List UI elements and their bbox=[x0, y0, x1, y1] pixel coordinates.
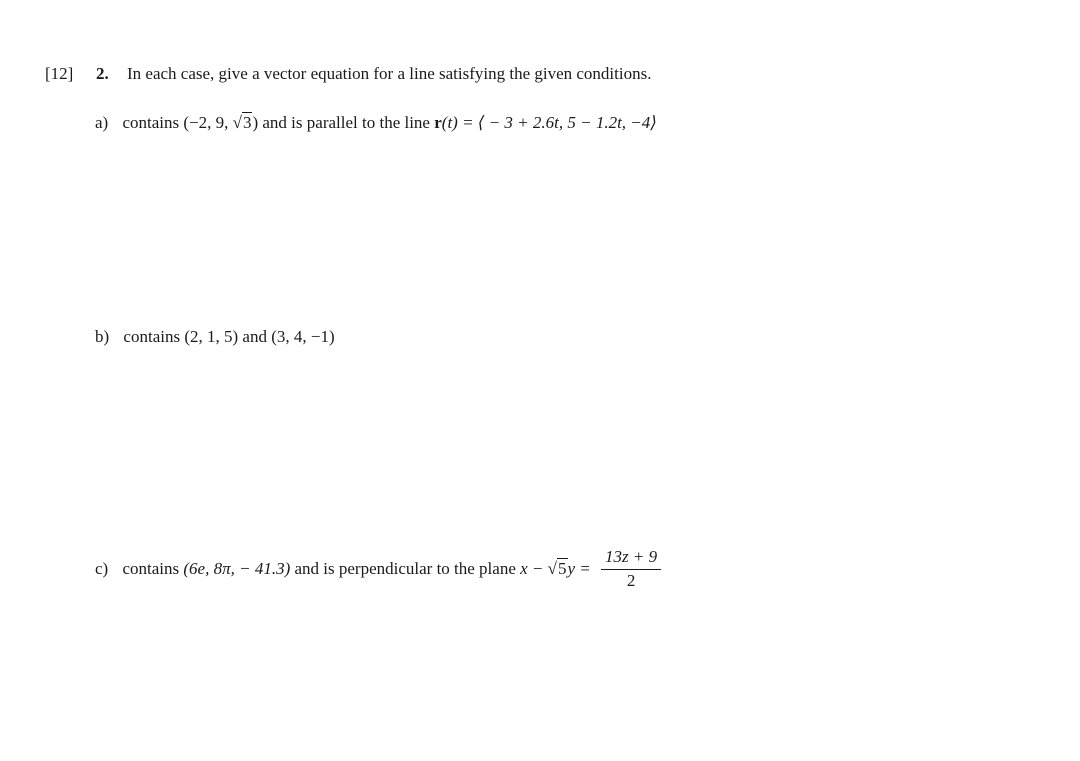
part-a-vector-rhs: = ⟨ − 3 + 2.6t, 5 − 1.2t, −4⟩ bbox=[457, 113, 657, 132]
part-c-point: (6e, 8π, − 41.3) bbox=[183, 558, 291, 578]
part-c-lhs-b: y = bbox=[567, 558, 591, 578]
part-c-sqrt bbox=[548, 559, 568, 579]
part-a-sqrt-symbol: √ bbox=[232, 113, 242, 132]
part-a-sqrt bbox=[233, 113, 253, 133]
part-a-label: a) bbox=[95, 113, 109, 132]
part-b-text-middle: and bbox=[242, 327, 267, 346]
part-b-label: b) bbox=[95, 327, 110, 346]
part-c-sqrt-symbol: √ bbox=[547, 558, 557, 578]
part-c-fraction-numerator: 13z + 9 bbox=[601, 548, 661, 570]
part-c-fraction-denominator: 2 bbox=[626, 571, 636, 590]
problem-number: 2. bbox=[96, 64, 109, 83]
part-c-text-before: contains bbox=[122, 558, 180, 578]
part-b-point-1: (2, 1, 5) bbox=[184, 327, 239, 346]
part-b-text-before: contains bbox=[123, 327, 181, 346]
part-a-point-suffix: ) bbox=[252, 113, 259, 132]
part-b bbox=[95, 327, 335, 347]
part-c-lhs-a: x − bbox=[520, 558, 548, 578]
part-c-sqrt-arg: 5 bbox=[558, 558, 567, 578]
problem-marks: [12] bbox=[45, 64, 74, 83]
part-c bbox=[95, 549, 661, 591]
part-c-text-middle: and is perpendicular to the plane bbox=[294, 558, 516, 578]
part-c-fraction bbox=[601, 548, 661, 590]
part-a-vector-name: r bbox=[434, 113, 442, 132]
part-a-text-before: contains bbox=[122, 113, 180, 132]
part-a-vector-arg: (t) bbox=[441, 113, 458, 132]
part-a-sqrt-arg: 3 bbox=[242, 113, 252, 132]
problem-prompt: In each case, give a vector equation for a line satisfying the given conditions. bbox=[127, 64, 652, 83]
part-a-text-middle: and is parallel to the line bbox=[262, 113, 430, 132]
part-a bbox=[95, 113, 657, 133]
part-b-point-2: (3, 4, −1) bbox=[271, 327, 335, 346]
part-a-point-prefix: (−2, 9, bbox=[183, 113, 233, 132]
part-c-label: c) bbox=[95, 558, 109, 578]
